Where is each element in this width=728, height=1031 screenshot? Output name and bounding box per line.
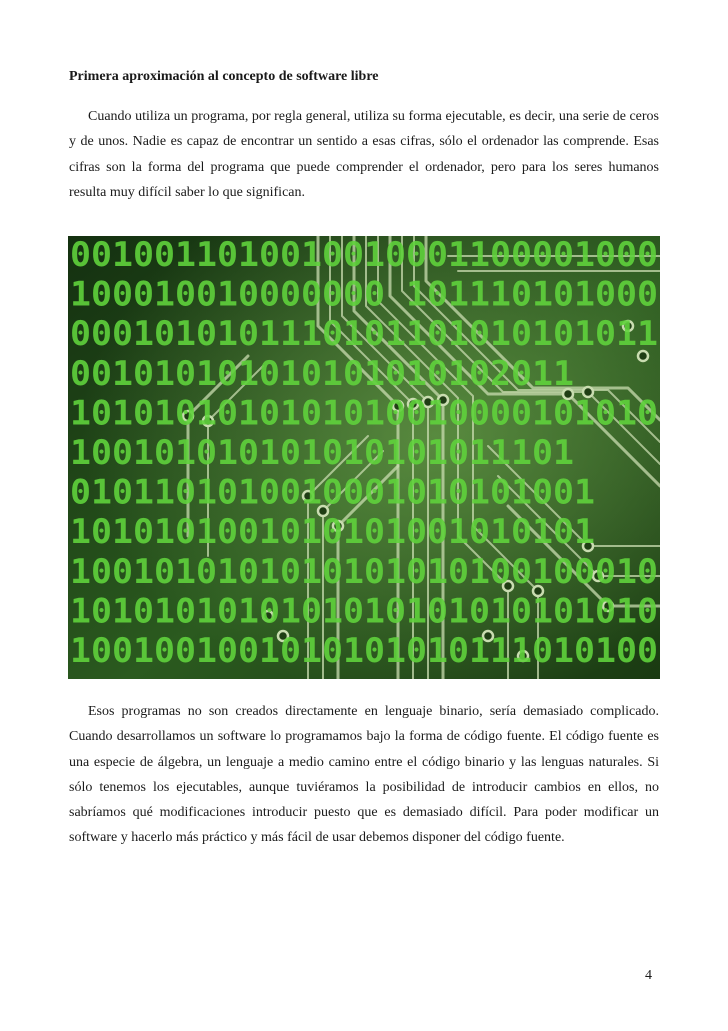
circuit-illustration [68, 236, 660, 679]
binary-digits [70, 236, 658, 671]
binary-line: 0010011010010010001100001000 [70, 236, 658, 275]
binary-line: 100010010000000 101110101000 [70, 274, 658, 315]
paragraph-source-code: Esos programas no son creados directamente en lenguaje binario, sería demasiado complicado. Cuando desarrollamos un software lo programamos bajo la forma de código fuente. El código fuente es una especie de álgebra, un lenguaje a medio camino entre el código binario y las lenguas naturales. Si sólo tenemos los ejecutables, aunque tuviéramos la posibilidad de introducir cambios en ellos, no sabríamos qué modificaciones introducir puesto que es demasiado difícil. Para poder modificar un software y hacerlo más práctico y más fácil de usar debemos disponer del código fuente. [69, 704, 659, 846]
binary-line: 1010101010101010010000101010 [70, 393, 658, 434]
binary-line: 1010101010101010101010101010 [70, 591, 658, 632]
binary-line: 1001001001010101010111010100 [70, 631, 658, 671]
section-heading: Primera aproximación al concepto de software libre [69, 69, 379, 84]
binary-line: 0101101010010001010101001 [70, 472, 595, 513]
paragraph-intro: Cuando utiliza un programa, por regla general, utiliza su forma ejecutable, es decir, una serie de ceros y de unos. Nadie es capaz de encontrar un sentido a esas cifras, sólo el ordenador las comprende. Esas cifras son la forma del programa que puede comprender el ordenador, pero para los seres humanos resulta muy difícil saber lo que significan. [69, 109, 659, 200]
page-number: 4 [645, 968, 652, 983]
binary-line: 1001010101010101010100100010 [70, 551, 658, 592]
binary-line: 001010101010101010102011 [70, 353, 574, 394]
circuit-binary-image [68, 236, 660, 679]
binary-line: 0001010101110101101010101011 [70, 314, 658, 355]
binary-line: 1010101001010101001010101 [70, 512, 595, 553]
binary-line: 100101010101010101011101 [70, 433, 574, 473]
